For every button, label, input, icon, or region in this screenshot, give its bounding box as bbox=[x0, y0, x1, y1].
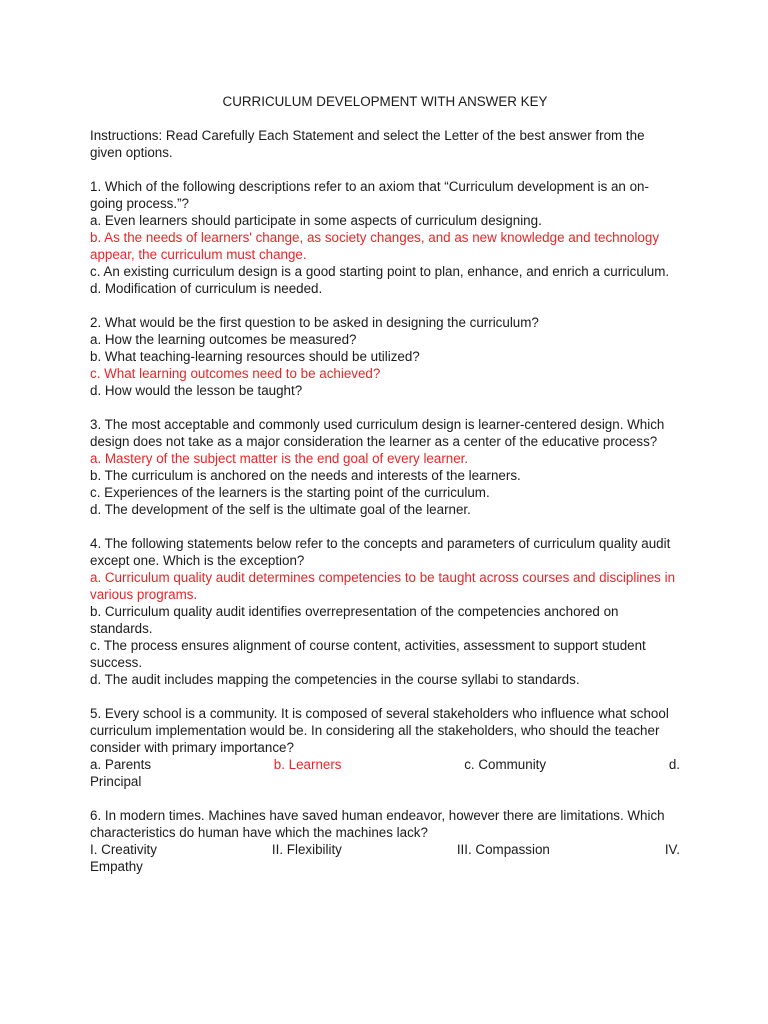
option-c: c. An existing curriculum design is a good starting point to plan, enhance, and enrich a curriculum. bbox=[90, 264, 670, 279]
question-1 bbox=[90, 178, 680, 297]
question-2 bbox=[90, 314, 680, 399]
option-b-answer: b. Learners bbox=[273, 757, 342, 772]
option-c: c. The process ensures alignment of course content, activities, assessment to support student success. bbox=[90, 638, 646, 670]
question-4 bbox=[90, 535, 680, 688]
option-a: a. How the learning outcomes be measured? bbox=[90, 332, 357, 347]
option-d: d. How would the lesson be taught? bbox=[90, 383, 303, 398]
option-c-answer: c. What learning outcomes need to be achieved? bbox=[90, 366, 381, 381]
option-b: b. The curriculum is anchored on the needs and interests of the learners. bbox=[90, 468, 521, 483]
question-5 bbox=[90, 705, 680, 790]
question-stem: 2. What would be the first question to be asked in designing the curriculum? bbox=[90, 315, 539, 330]
option-a-answer: a. Mastery of the subject matter is the end goal of every learner. bbox=[90, 451, 469, 466]
option-d-text: Principal bbox=[90, 774, 142, 789]
option-b: b. What teaching-learning resources should be utilized? bbox=[90, 349, 420, 364]
question-stem: 3. The most acceptable and commonly used curriculum design is learner-centered design. Which design does not take as a major consideration the learner as a center of the educative process? bbox=[90, 417, 665, 449]
options-row bbox=[90, 756, 680, 773]
option-a: a. Even learners should participate in some aspects of curriculum designing. bbox=[90, 213, 542, 228]
option-d: d. Modification of curriculum is needed. bbox=[90, 281, 323, 296]
instructions: Instructions: Read Carefully Each Statement and select the Letter of the best answer from the given options. bbox=[90, 128, 645, 160]
document-page bbox=[90, 93, 680, 892]
option-b-answer: b. As the needs of learners' change, as society changes, and as new knowledge and technology appear, the curriculum must change. bbox=[90, 230, 660, 262]
option-c: c. Experiences of the learners is the starting point of the curriculum. bbox=[90, 485, 490, 500]
question-stem: 6. In modern times. Machines have saved human endeavor, however there are limitations. Which characteristics do human have which the machines lack? bbox=[90, 808, 665, 840]
question-stem: 5. Every school is a community. It is composed of several stakeholders who influence what school curriculum implementation would be. In considering all the stakeholders, who should the teacher consider with primary importance? bbox=[90, 706, 669, 755]
option-d: d. The development of the self is the ultimate goal of the learner. bbox=[90, 502, 471, 517]
question-6 bbox=[90, 807, 680, 875]
option-iv: IV. bbox=[664, 842, 680, 857]
option-ii: II. Flexibility bbox=[271, 842, 342, 857]
option-a-answer: a. Curriculum quality audit determines competencies to be taught across courses and disciplines in various programs. bbox=[90, 570, 676, 602]
question-stem: 1. Which of the following descriptions refer to an axiom that “Curriculum development is an on-going process.”? bbox=[90, 179, 649, 211]
option-iii: III. Compassion bbox=[456, 842, 550, 857]
option-i: I. Creativity bbox=[90, 842, 157, 857]
option-d: d. The audit includes mapping the competencies in the course syllabi to standards. bbox=[90, 672, 580, 687]
options-row bbox=[90, 841, 680, 858]
question-3 bbox=[90, 416, 680, 518]
option-d: d. bbox=[668, 757, 680, 772]
document-title: CURRICULUM DEVELOPMENT WITH ANSWER KEY bbox=[222, 94, 548, 109]
question-stem: 4. The following statements below refer to the concepts and parameters of curriculum quality audit except one. Which is the exception? bbox=[90, 536, 671, 568]
option-c: c. Community bbox=[464, 757, 547, 772]
option-b: b. Curriculum quality audit identifies overrepresentation of the competencies anchored on standards. bbox=[90, 604, 619, 636]
option-iv-text: Empathy bbox=[90, 859, 143, 874]
option-a: a. Parents bbox=[90, 757, 152, 772]
